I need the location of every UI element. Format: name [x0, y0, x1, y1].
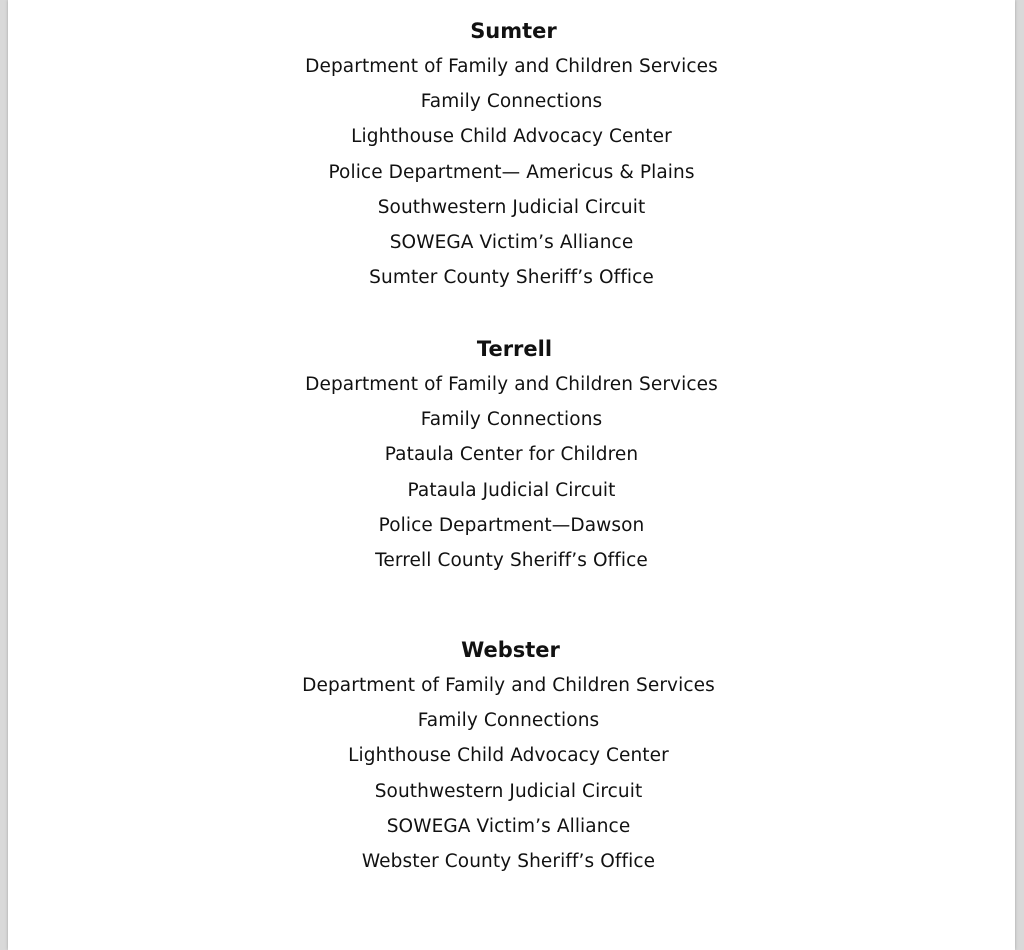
agency-list-webster — [2, 668, 1015, 879]
county-heading-webster: Webster — [461, 638, 560, 662]
agency-item: Family Connections — [417, 710, 600, 732]
county-heading-sumter: Sumter — [470, 19, 557, 43]
agency-item: Family Connections — [420, 409, 603, 431]
agency-item: Lighthouse Child Advocacy Center — [348, 745, 669, 767]
agency-item: Department of Family and Children Services — [305, 374, 718, 395]
agency-item: Department of Family and Children Services — [305, 56, 718, 77]
agency-item: Southwestern Judicial Circuit — [374, 780, 643, 802]
agency-list-terrell — [8, 367, 1015, 578]
agency-item: Department of Family and Children Services — [302, 675, 715, 696]
county-section-webster — [8, 632, 1015, 879]
agency-item: Terrell County Sheriff’s Office — [375, 549, 648, 571]
county-section-terrell — [8, 331, 1015, 578]
agency-item: Pataula Center for Children — [384, 444, 639, 466]
county-heading-terrell: Terrell — [476, 337, 553, 361]
agency-item: Family Connections — [420, 91, 603, 113]
agency-item: Sumter County Sheriff’s Office — [369, 267, 654, 289]
agency-item: SOWEGA Victim’s Alliance — [386, 815, 631, 837]
agency-list-sumter — [8, 49, 1015, 295]
agency-item: Lighthouse Child Advocacy Center — [351, 126, 672, 148]
agency-item: Webster County Sheriff’s Office — [361, 850, 656, 872]
agency-item: Pataula Judicial Circuit — [407, 479, 616, 501]
county-section-sumter — [8, 13, 1015, 295]
agency-item: Police Department— Americus & Plains — [328, 161, 695, 183]
agency-item: Southwestern Judicial Circuit — [377, 196, 646, 218]
document-page — [8, 0, 1015, 950]
agency-item: Police Department—Dawson — [378, 514, 645, 536]
agency-item: SOWEGA Victim’s Alliance — [389, 231, 634, 253]
